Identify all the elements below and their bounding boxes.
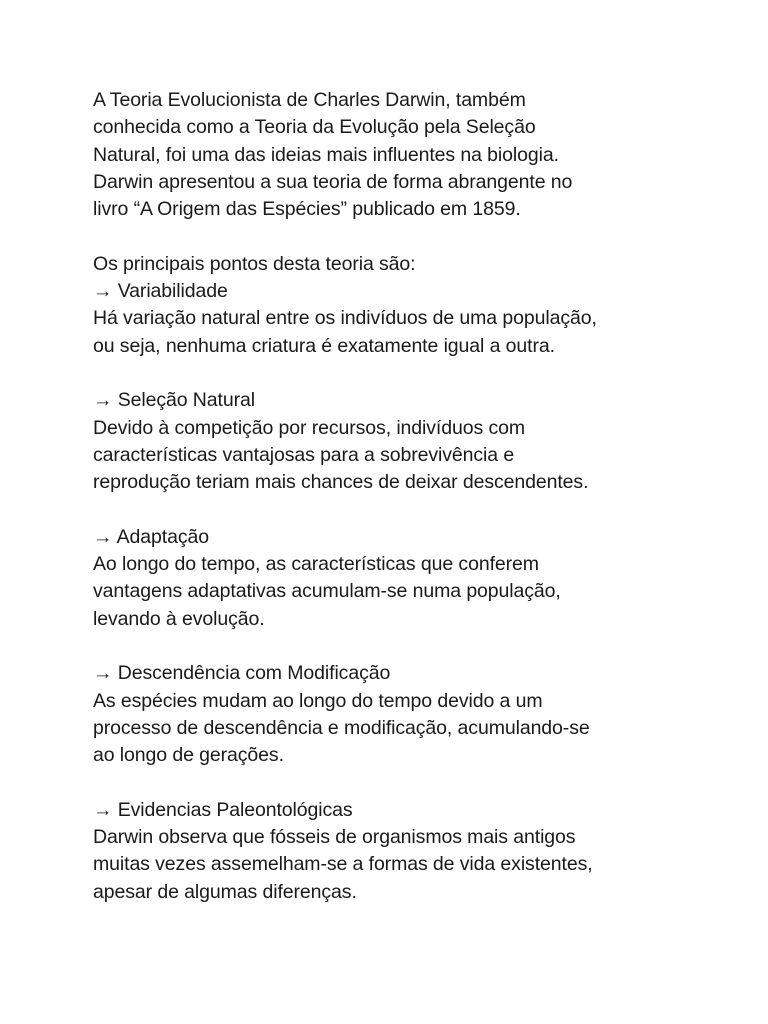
point-line: muitas vezes assemelham-se a formas de vida existentes,	[93, 853, 593, 876]
point-line: As espécies mudam ao longo do tempo devido a um	[93, 689, 543, 712]
point-line: levando à evolução.	[93, 607, 265, 630]
spacer	[93, 496, 693, 523]
spacer	[93, 633, 693, 660]
point-line: Devido à competição por recursos, indivíduos com	[93, 416, 525, 439]
point-line: apesar de algumas diferenças.	[93, 880, 357, 903]
intro-line: A Teoria Evolucionista de Charles Darwin, também	[93, 89, 526, 111]
point-descendencia	[93, 660, 693, 769]
point-line: ao longo de gerações.	[93, 744, 284, 767]
point-heading: → Variabilidade	[93, 280, 228, 303]
point-evidencias	[93, 797, 693, 906]
point-heading: → Descendência com Modificação	[93, 662, 391, 685]
principal-points-heading: Os principais pontos desta teoria são:	[93, 252, 416, 275]
document-body	[93, 87, 693, 906]
intro-paragraph	[93, 87, 693, 223]
spacer	[93, 223, 693, 250]
intro-line: Darwin apresentou a sua teoria de forma abrangente no	[93, 170, 573, 193]
point-heading: → Seleção Natural	[93, 389, 255, 412]
intro-line: Natural, foi uma das ideias mais influentes na biologia.	[93, 143, 559, 166]
point-line: reprodução teriam mais chances de deixar descendentes.	[93, 471, 589, 494]
point-adaptacao	[93, 524, 693, 633]
point-line: características vantajosas para a sobrevivência e	[93, 443, 515, 466]
point-line: ou seja, nenhuma criatura é exatamente igual a outra.	[93, 334, 555, 357]
point-heading: → Adaptação	[93, 525, 209, 548]
point-line: processo de descendência e modificação, acumulando-se	[93, 716, 590, 739]
intro-line: livro “A Origem das Espécies” publicado em 1859.	[93, 198, 521, 221]
point-line: vantagens adaptativas acumulam-se numa população,	[93, 580, 561, 603]
point-heading: → Evidencias Paleontológicas	[93, 798, 353, 821]
intro-line: conhecida como a Teoria da Evolução pela Seleção	[93, 116, 536, 139]
point-line: Há variação natural entre os indivíduos de uma população,	[93, 307, 597, 330]
point-line: Darwin observa que fósseis de organismos mais antigos	[93, 826, 576, 849]
point-variabilidade	[93, 278, 693, 360]
point-line: Ao longo do tempo, as características que conferem	[93, 553, 539, 576]
spacer	[93, 769, 693, 796]
point-selecao-natural	[93, 387, 693, 496]
spacer	[93, 360, 693, 387]
